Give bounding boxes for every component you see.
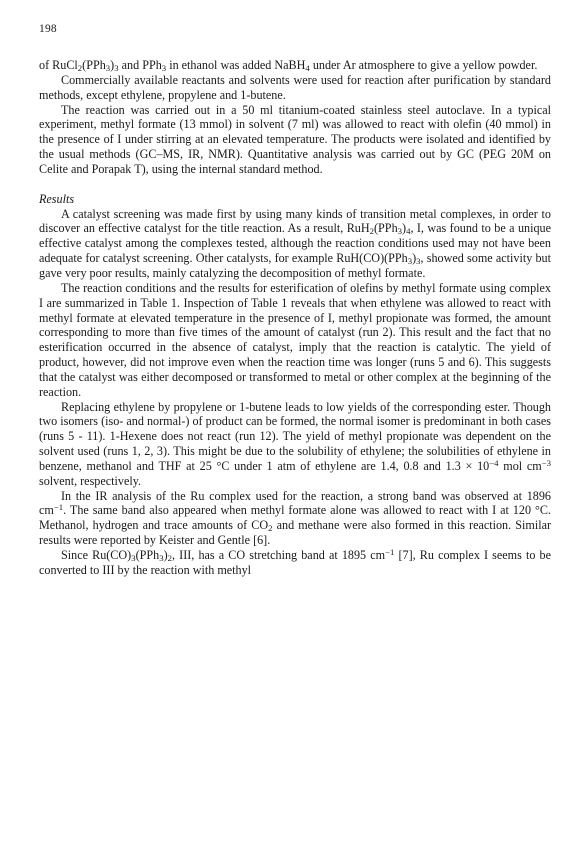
paragraph-catalyst-screening xyxy=(39,207,551,281)
superscript: −4 xyxy=(489,458,499,469)
text-run: Replacing ethylene by propylene or 1-butene leads to low yields of the corresponding ester. Though two isomers (iso- and normal-) of product can be formed, the normal isomer is predominant in both cases (runs 5 - 11). 1-Hexene does not react (run 12). The yield of methyl propionate was dependent on the solvent used (runs 1, 2, 3). This might be due to the solubility of ethylene; the solubilities of ethylene in benzene, methanol and THF at 25 °C under 1 atm of ethylene are 1.4, 0.8 and 1.3 × 10 xyxy=(39,399,551,473)
text-run: and methane were also formed in this reaction. Similar results were reported by Keister and Gentle [6]. xyxy=(39,518,551,548)
text-run: of RuCl xyxy=(39,58,78,72)
paragraph-reaction-conditions: The reaction conditions and the results for esterification of olefins by methyl formate using complex I are summarized in Table 1. Inspection of Table 1 reveals that when ethylene was allowed to react with methyl formate at elevated temperature in the presence of I, methyl propionate was formed, the amount corresponding to more than five times of the amount of catalyst (run 2). This result and the fact that no esterification occurred in the absence of catalyst, imply that the reaction is catalytic. The yield of product, however, did not improve even when the reaction time was longer (runs 5 and 6). This suggests that the catalyst was either decomposed or transformed to metal or other complex at the beginning of the reaction. xyxy=(39,280,551,399)
text-run: , showed some activity but gave very poor results, mainly catalyzing the decomposition of methyl formate. xyxy=(39,251,551,280)
text-run: ) xyxy=(110,58,115,72)
subscript: 2 xyxy=(77,63,83,74)
text-run: under Ar atmosphere to give a yellow powder. xyxy=(309,58,538,72)
text-run: ) xyxy=(402,221,407,236)
superscript: −1 xyxy=(385,547,395,558)
subscript: 3 xyxy=(131,553,136,564)
text-run: (PPh xyxy=(82,58,106,72)
paragraph-synthesis-end xyxy=(39,58,551,73)
subscript: 3 xyxy=(105,63,111,74)
text-run: (PPh xyxy=(135,548,160,562)
section-gap xyxy=(39,177,551,192)
text-run: A catalyst screening was made first by using many kinds of transition metal complexes, in order to discover an effective catalyst for the title reaction. As a result, RuH xyxy=(39,206,551,236)
subscript: 3 xyxy=(416,256,421,267)
paragraph-reagents: Commercially available reactants and solvents were used for reaction after purification by standard methods, except ethylene, propylene and 1-butene. xyxy=(39,72,551,102)
text-run: mol cm xyxy=(498,458,542,473)
text-run: , III, has a CO stretching band at 1895 cm xyxy=(172,548,386,562)
subscript: 4 xyxy=(305,63,310,74)
text-run: (PPh xyxy=(374,221,398,236)
subscript: 4 xyxy=(406,226,411,237)
section-heading-results: Results xyxy=(39,191,75,206)
subscript: 2 xyxy=(369,226,375,237)
subscript: 3 xyxy=(397,226,403,237)
text-run: in ethanol was added NaBH xyxy=(166,58,306,72)
subscript: 3 xyxy=(407,256,413,267)
text-run: In the IR analysis of the Ru complex used for the reaction, a strong band was observed at 1896 cm xyxy=(39,488,551,518)
paragraph-procedure: The reaction was carried out in a 50 ml titanium-coated stainless steel autoclave. In a typical experiment, methyl formate (13 mmol) in solvent (7 ml) was allowed to react with olefin (40 mmol) in the presence of I under stirring at an elevated temperature. The products were isolated and identified by the usual methods (GC–MS, IR, NMR). Quantitative analysis was carried out by GC (PEG 20M on Celite and Porapak T), using the internal standard method. xyxy=(39,102,551,176)
text-run: solvent, respectively. xyxy=(39,473,142,488)
text-run: , I, was found to be a unique effective catalyst among the complexes tested, although the reaction conditions used may not have been adequate for catalyst screening. Other catalysts, for example RuH(CO)(PPh xyxy=(39,221,551,266)
superscript: −1 xyxy=(53,502,64,513)
text-run: . The same band also appeared when methyl formate alone was allowed to react with I at 120 °C. Methanol, hydrogen and trace amounts of CO xyxy=(39,503,551,533)
subscript: 3 xyxy=(114,63,119,74)
paragraph-olefin-replacement xyxy=(39,400,551,489)
article-body xyxy=(39,58,551,578)
paragraph-ru-conversion xyxy=(39,548,551,578)
text-run: Since Ru(CO) xyxy=(61,548,132,562)
text-run: and PPh xyxy=(118,58,162,72)
text-run: ) xyxy=(163,548,168,562)
page-number: 198 xyxy=(39,23,57,35)
text-run: ) xyxy=(412,251,417,266)
subscript: 2 xyxy=(268,523,273,534)
paragraph-ir-analysis xyxy=(39,489,551,548)
subscript: 3 xyxy=(161,63,167,74)
text-run: [7], Ru complex I seems to be converted to III by the reaction with methyl xyxy=(39,548,551,577)
subscript: 2 xyxy=(167,553,173,564)
superscript: −3 xyxy=(541,458,552,469)
subscript: 3 xyxy=(159,553,164,564)
